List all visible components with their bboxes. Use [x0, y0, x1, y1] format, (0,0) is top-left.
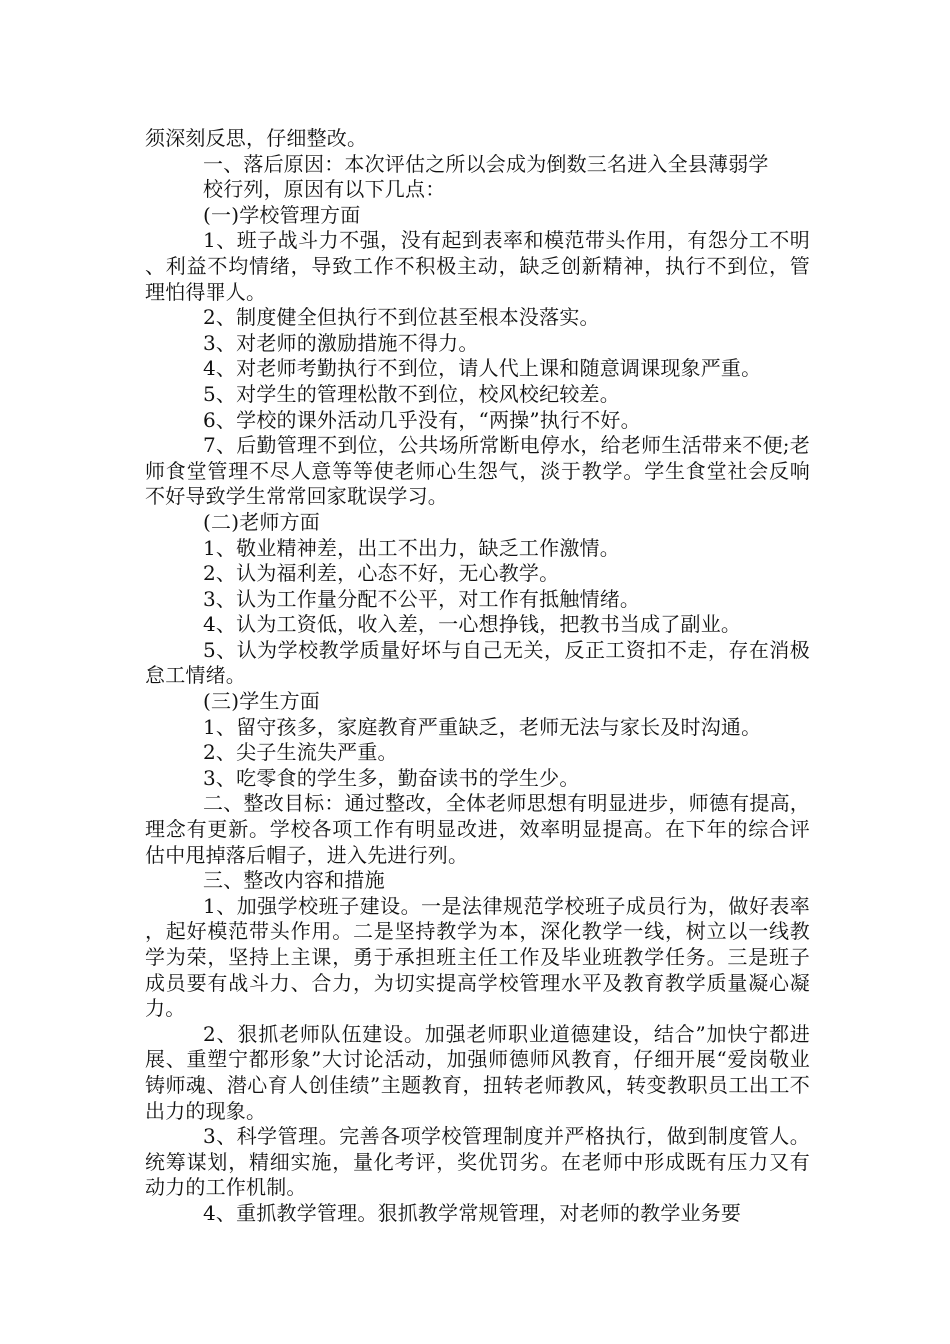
list-item: 6、学校的课外活动几乎没有，“两操”执行不好。 — [203, 407, 641, 432]
subsection-heading-management: (一)学校管理方面 — [203, 202, 361, 227]
list-item: 2、尖子生流失严重。 — [203, 740, 398, 765]
list-item: 3、对老师的激励措施不得力。 — [203, 330, 479, 355]
list-item: 2、制度健全但执行不到位甚至根本没落实。 — [203, 305, 600, 330]
list-item: 2、狠抓老师队伍建设。加强老师职业道德建设，结合”加快宁都进展、重塑宁都形象”大讨论活动，加强师德师风教育，仔细开展“爱岗敬业铸师魂、潜心育人创佳绩”主题教育，扭转老师教风，转变教职员工出工不出力的现象。 — [145, 1021, 810, 1123]
paragraph: 校行列，原因有以下几点： — [203, 177, 446, 202]
section-heading-measures: 三、整改内容和措施 — [203, 868, 385, 893]
list-item: 3、吃零食的学生多，勤奋读书的学生少。 — [203, 765, 580, 790]
list-item: 5、对学生的管理松散不到位，校风校纪较差。 — [203, 381, 620, 406]
list-item: 3、认为工作量分配不公平，对工作有抵触情绪。 — [203, 586, 641, 611]
section-heading-goals: 二、整改目标：通过整改，全体老师思想有明显进步，师德有提高，理念有更新。学校各项工作有明显改进，效率明显提高。在下年的综合评估中甩掉落后帽子，进入先进行列。 — [145, 791, 810, 867]
list-item: 5、认为学校教学质量好坏与自己无关，反正工资扣不走，存在消极怠工情绪。 — [145, 637, 810, 688]
list-item: 1、留守孩多，家庭教育严重缺乏，老师无法与家长及时沟通。 — [203, 714, 762, 739]
subsection-heading-students: (三)学生方面 — [203, 689, 321, 714]
list-item: 7、后勤管理不到位，公共场所常断电停水，给老师生活带来不便;老师食堂管理不尽人意等等使老师心生怨气，淡于教学。学生食堂社会反响不好导致学生常常回家耽误学习。 — [145, 433, 810, 509]
list-item: 1、敬业精神差，出工不出力，缺乏工作激情。 — [203, 535, 620, 560]
list-item: 4、对老师考勤执行不到位，请人代上课和随意调课现象严重。 — [203, 356, 762, 381]
subsection-heading-teachers: (二)老师方面 — [203, 509, 321, 534]
list-item: 4、认为工资低，收入差，一心想挣钱，把教书当成了副业。 — [203, 612, 742, 637]
document-body — [145, 126, 810, 1227]
list-item: 3、科学管理。完善各项学校管理制度并严格执行，做到制度管人。统筹谋划，精细实施，量化考评，奖优罚劣。在老师中形成既有压力又有动力的工作机制。 — [145, 1124, 810, 1200]
list-item: 4、重抓教学管理。狠抓教学常规管理，对老师的教学业务要 — [203, 1200, 742, 1225]
paragraph: 须深刻反思，仔细整改。 — [145, 126, 368, 150]
list-item: 1、班子战斗力不强，没有起到表率和模范带头作用，有怨分工不明、利益不均情绪，导致工作不积极主动，缺乏创新精神，执行不到位，管理怕得罪人。 — [145, 228, 810, 304]
list-item: 1、加强学校班子建设。一是法律规范学校班子成员行为，做好表率，起好模范带头作用。二是坚持教学为本，深化教学一线，树立以一线教学为荣，坚持上主课，勇于承担班主任工作及毕业班教学任务。三是班子成员要有战斗力、合力，为切实提高学校管理水平及教育教学质量凝心凝力。 — [145, 893, 810, 1021]
section-heading-causes: 一、落后原因：本次评估之所以会成为倒数三名进入全县薄弱学 — [203, 151, 769, 176]
list-item: 2、认为福利差，心态不好，无心教学。 — [203, 561, 560, 586]
